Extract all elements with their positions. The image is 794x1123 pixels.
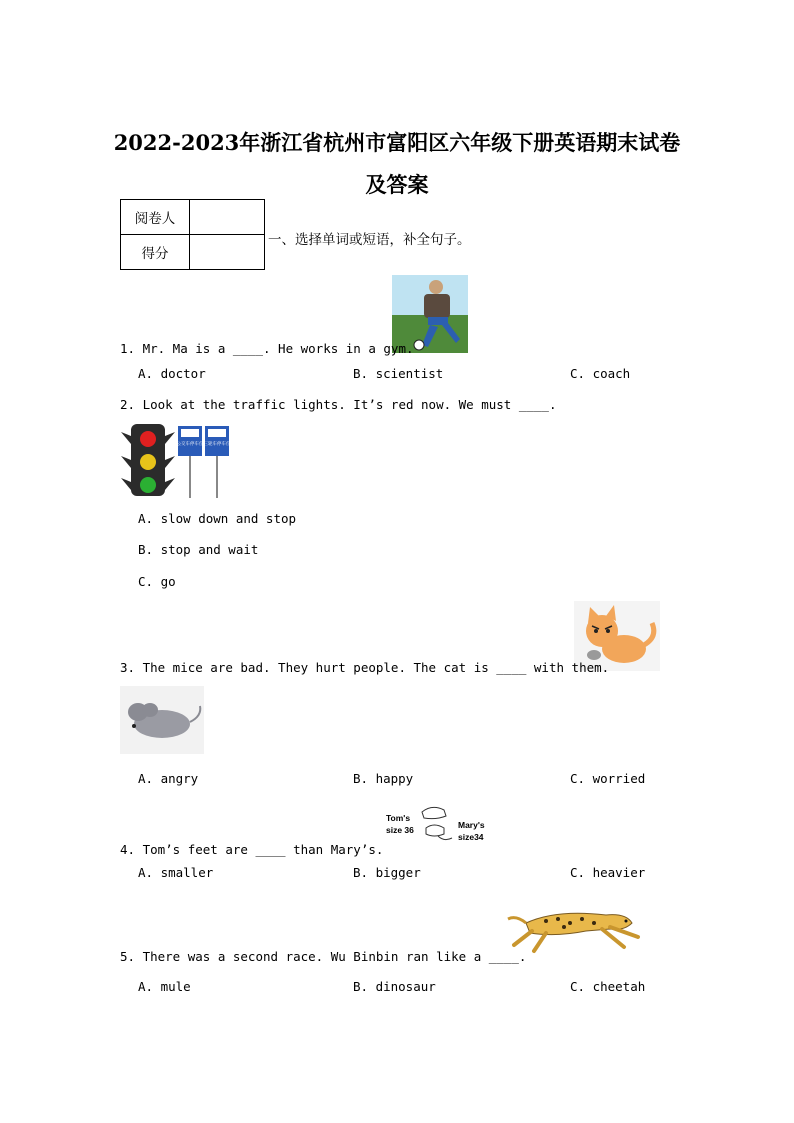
cheetah-image <box>506 893 644 957</box>
traffic-light-image <box>119 422 231 498</box>
q2-option-a: A. slow down and stop <box>138 511 297 526</box>
question-2: 2. Look at the traffic lights. It’s red now. We must ____. <box>120 397 557 412</box>
reviewer-cell <box>190 200 265 235</box>
q4-option-b: B. bigger <box>353 865 421 880</box>
q3-option-a: A. angry <box>138 771 199 786</box>
question-1: 1. Mr. Ma is a ____. He works in a gym. <box>120 341 414 356</box>
document-title-line1: 2022-2023年浙江省杭州市富阳区六年级下册英语期末试卷 <box>113 130 681 155</box>
q3-option-b: B. happy <box>353 771 414 786</box>
question-4: 4. Tom’s feet are ____ than Mary’s. <box>120 842 384 857</box>
reviewer-label: 阅卷人 <box>121 200 190 235</box>
q4-option-c: C. heavier <box>570 865 646 880</box>
sign-label-tricycle: 三轮车停车位 <box>203 442 231 447</box>
shoes-size-image <box>380 802 492 848</box>
q5-option-c: C. cheetah <box>570 979 646 994</box>
q1-option-b: B. scientist <box>353 366 444 381</box>
section-heading: 一、选择单词或短语，补全句子。 <box>268 232 471 248</box>
q1-option-c: C. coach <box>570 366 631 381</box>
q3-option-c: C. worried <box>570 771 646 786</box>
mary-size-label-1: Mary's <box>458 820 485 830</box>
question-3: 3. The mice are bad. They hurt people. The cat is ____ with them. <box>120 660 610 675</box>
q5-option-a: A. mule <box>138 979 191 994</box>
score-cell <box>190 235 265 270</box>
mary-size-label-2: size34 <box>458 832 484 842</box>
tom-size-label-2: size 36 <box>386 825 414 835</box>
q2-option-c: C. go <box>138 574 176 589</box>
question-5: 5. There was a second race. Wu Binbin ran like a ____. <box>120 949 527 964</box>
sign-label-bus: 公交车停车位 <box>176 442 204 447</box>
q4-option-a: A. smaller <box>138 865 214 880</box>
mouse-image <box>120 686 204 754</box>
q5-option-b: B. dinosaur <box>353 979 436 994</box>
score-table <box>120 199 265 270</box>
score-label: 得分 <box>121 235 190 270</box>
document-title-line2: 及答案 <box>365 172 429 197</box>
q2-option-b: B. stop and wait <box>138 542 259 557</box>
q1-option-a: A. doctor <box>138 366 206 381</box>
tom-size-label-1: Tom's <box>386 813 411 823</box>
